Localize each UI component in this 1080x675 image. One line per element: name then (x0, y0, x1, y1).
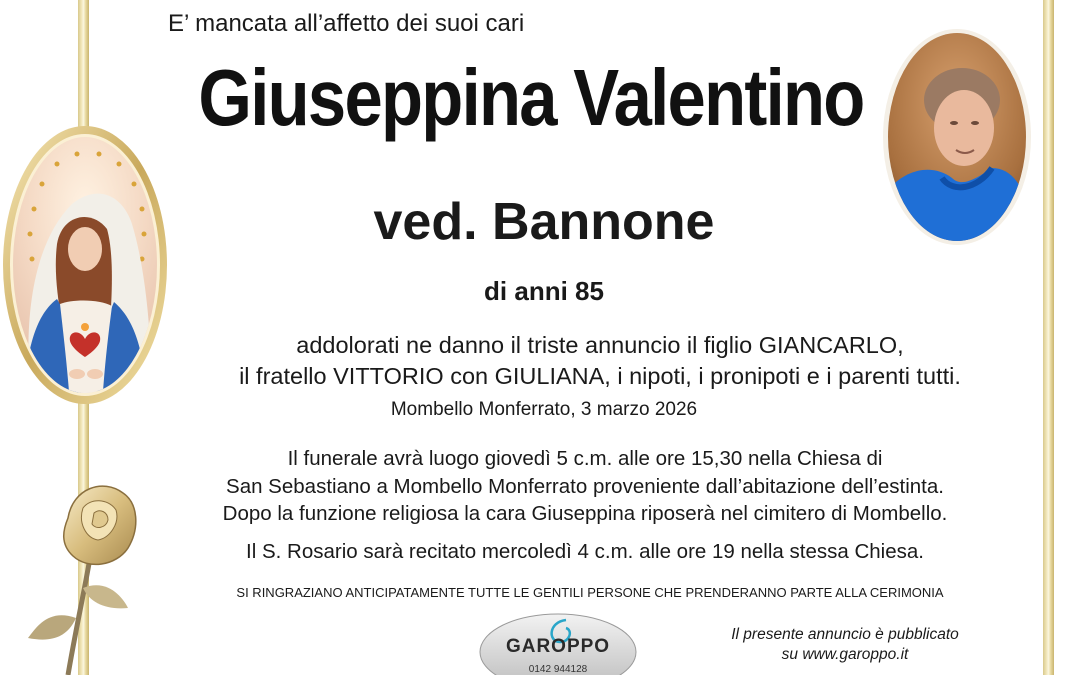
publication-note (680, 625, 1010, 665)
right-gold-rule (1043, 0, 1054, 675)
age-text: di anni 85 (484, 276, 604, 306)
funeral-details (150, 445, 1020, 528)
logo-phone: 0142 944128 (528, 664, 588, 675)
thanks-text: SI RINGRAZIANO ANTICIPATAMENTE TUTTE LE GENTILI PERSONE CHE PRENDERANNO PARTE ALLA CERIMONIA (236, 585, 944, 600)
announcement-text (160, 330, 1040, 392)
funeral-line: Il funerale avrà luogo giovedì 5 c.m. alle ore 15,30 nella Chiesa di (287, 447, 883, 470)
intro-text: E’ mancata all’affetto dei suoi cari (168, 10, 525, 37)
deceased-portrait (882, 28, 1032, 246)
place-date: Mombello Monferrato, 3 marzo 2026 (390, 399, 698, 420)
widow-of-text: ved. Bannone (373, 193, 715, 251)
deceased-name: Giuseppina Valentino (198, 53, 864, 142)
rosary-text: Il S. Rosario sarà recitato mercoledì 4 c.m. alle ore 19 nella stessa Chiesa. (246, 540, 924, 563)
madonna-image (2, 124, 168, 406)
announcement-line: addolorati ne danno il triste annuncio il figlio GIANCARLO, (296, 332, 904, 358)
publication-line: Il presente annuncio è pubblicato (731, 626, 959, 643)
logo-name: GAROPPO (505, 636, 611, 657)
funeral-line: San Sebastiano a Mombello Monferrato proveniente dall’abitazione dell’estinta. (226, 474, 944, 498)
announcement-line: il fratello VITTORIO con GIULIANA, i nipoti, i pronipoti e i parenti tutti. (239, 363, 961, 389)
garoppo-logo (478, 612, 638, 675)
publication-link[interactable]: su www.garoppo.it (781, 646, 909, 663)
funeral-line: Dopo la funzione religiosa la cara Giuseppina riposerà nel cimitero di Mombello. (222, 502, 948, 525)
rose-image (28, 478, 158, 675)
